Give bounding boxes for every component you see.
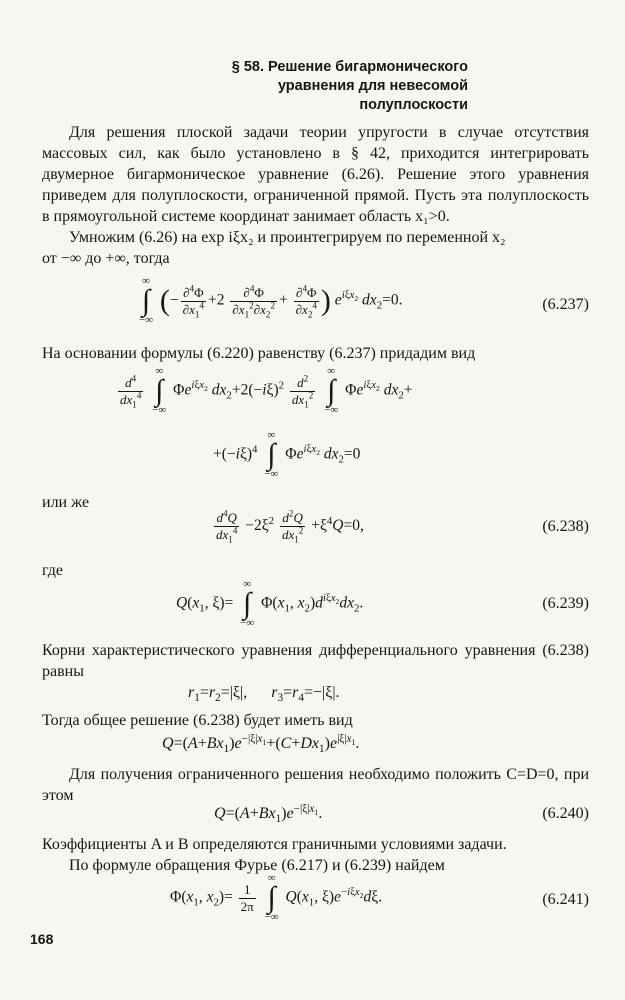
equation-number-6-237: (6.237) [542, 296, 589, 313]
equation-6-240: $Q=(A+Bx_1)e^{-|\xi|x_1}$. [214, 802, 323, 826]
paragraph-bounded-solution: Для получения ограниченного решения необходимо положить C=D=0, при этом [42, 766, 589, 804]
heading-line-2: уравнения для невесомой [277, 78, 468, 94]
paragraph-roots: Корни характеристического уравнения дифференциального уравнения (6.238) равны [42, 642, 589, 680]
equation-number-6-238: (6.238) [542, 518, 589, 535]
paragraph-fourier-inversion: По формуле обращения Фурье (6.217) и (6.239) найдем [69, 857, 445, 874]
equation-6-237: ∞ ∫ −∞ (− $\frac{\partial^4\Phi}{\partial x_1^4}$ +2 $\frac{\partial^4\Phi}{\partial x_1^2\partial x_2^2}$ + $\frac{\partial^4\Phi}{\partial x_2^4}$ ) $e^{i\xi x_2}$ $dx_2=0$. [139, 275, 403, 326]
equation-6-239: $Q(x_1$, ξ)= ∞ ∫ −∞ $\Phi(x_1$, $x_2)d^{i\xi x_2}dx_2$. [176, 578, 364, 629]
heading-line-1: § 58. Решение бигармонического [231, 59, 468, 75]
heading-line-3: полуплоскости [359, 97, 468, 113]
page-number: 168 [30, 931, 54, 947]
equation-6-238: $\frac{d^4Q}{dx_1^4}$ $-2\xi^2$ $\frac{d^2Q}{dx_1^2}$ $+\xi^4Q=0$, [216, 508, 364, 545]
paragraph-multiply-line-2: от −∞ до +∞, тогда [42, 250, 170, 267]
equation-transformed-line-1: $\frac{d^4}{dx_1^4}$ ∞ ∫ −∞ $\Phi e^{i\xi x_2}$ $dx_2+2(-i\xi)^2$ $\frac{d^2}{dx_1^2}$ ∞ ∫ −∞ $\Phi e^{i\xi x_2}$ $dx_2+$ [120, 365, 413, 416]
paragraph-where: где [42, 562, 64, 579]
paragraph-coefficients: Коэффициенты A и B определяются граничными условиями задачи. [42, 836, 507, 853]
equation-general-solution: $Q=(A+Bx_1)e^{-|\xi|x_1}+(C+Dx_1)e^{|\xi|x_1}$. [162, 732, 360, 756]
section-heading [232, 58, 468, 115]
equation-6-241: $\Phi(x_1$, $x_2)=$ $\frac{1}{2\pi}$ ∞ ∫ −∞ $Q(x_1$, $\xi)e^{-i\xi x_2}d\xi$. [170, 872, 383, 923]
equation-number-6-239: (6.239) [542, 595, 589, 612]
paragraph-or: или же [42, 494, 90, 511]
equation-number-6-240: (6.240) [542, 805, 589, 822]
paragraph-intro: Для решения плоской задачи теории упругости в случае отсутствия массовых сил, как было установлено в § 42, приходится интегрировать двумерное бигармоническое уравнение (6.26). Решение этого уравнения приведем для полуплоскости, ограниченной прямой. Пусть эта полуплоскость в прямоугольной системе координат занимает область x₁>0. [42, 124, 589, 225]
equation-transformed-line-2: $+(-i\xi)^4$ ∞ ∫ −∞ $\Phi e^{i\xi x_2}$ $dx_2=0$ [213, 429, 361, 480]
paragraph-multiply-line-1: Умножим (6.26) на exp iξx₂ и проинтегрируем по переменной x₂ [69, 229, 506, 246]
equation-number-6-241: (6.241) [542, 891, 589, 908]
paragraph-general-solution: Тогда общее решение (6.238) будет иметь вид [42, 712, 353, 729]
equation-roots: $r_1=r_2=|\xi|$, $r_3=r_4=-|\xi|$. [188, 684, 340, 705]
paragraph-formula-basis: На основании формулы (6.220) равенству (6.237) придадим вид [42, 345, 476, 362]
